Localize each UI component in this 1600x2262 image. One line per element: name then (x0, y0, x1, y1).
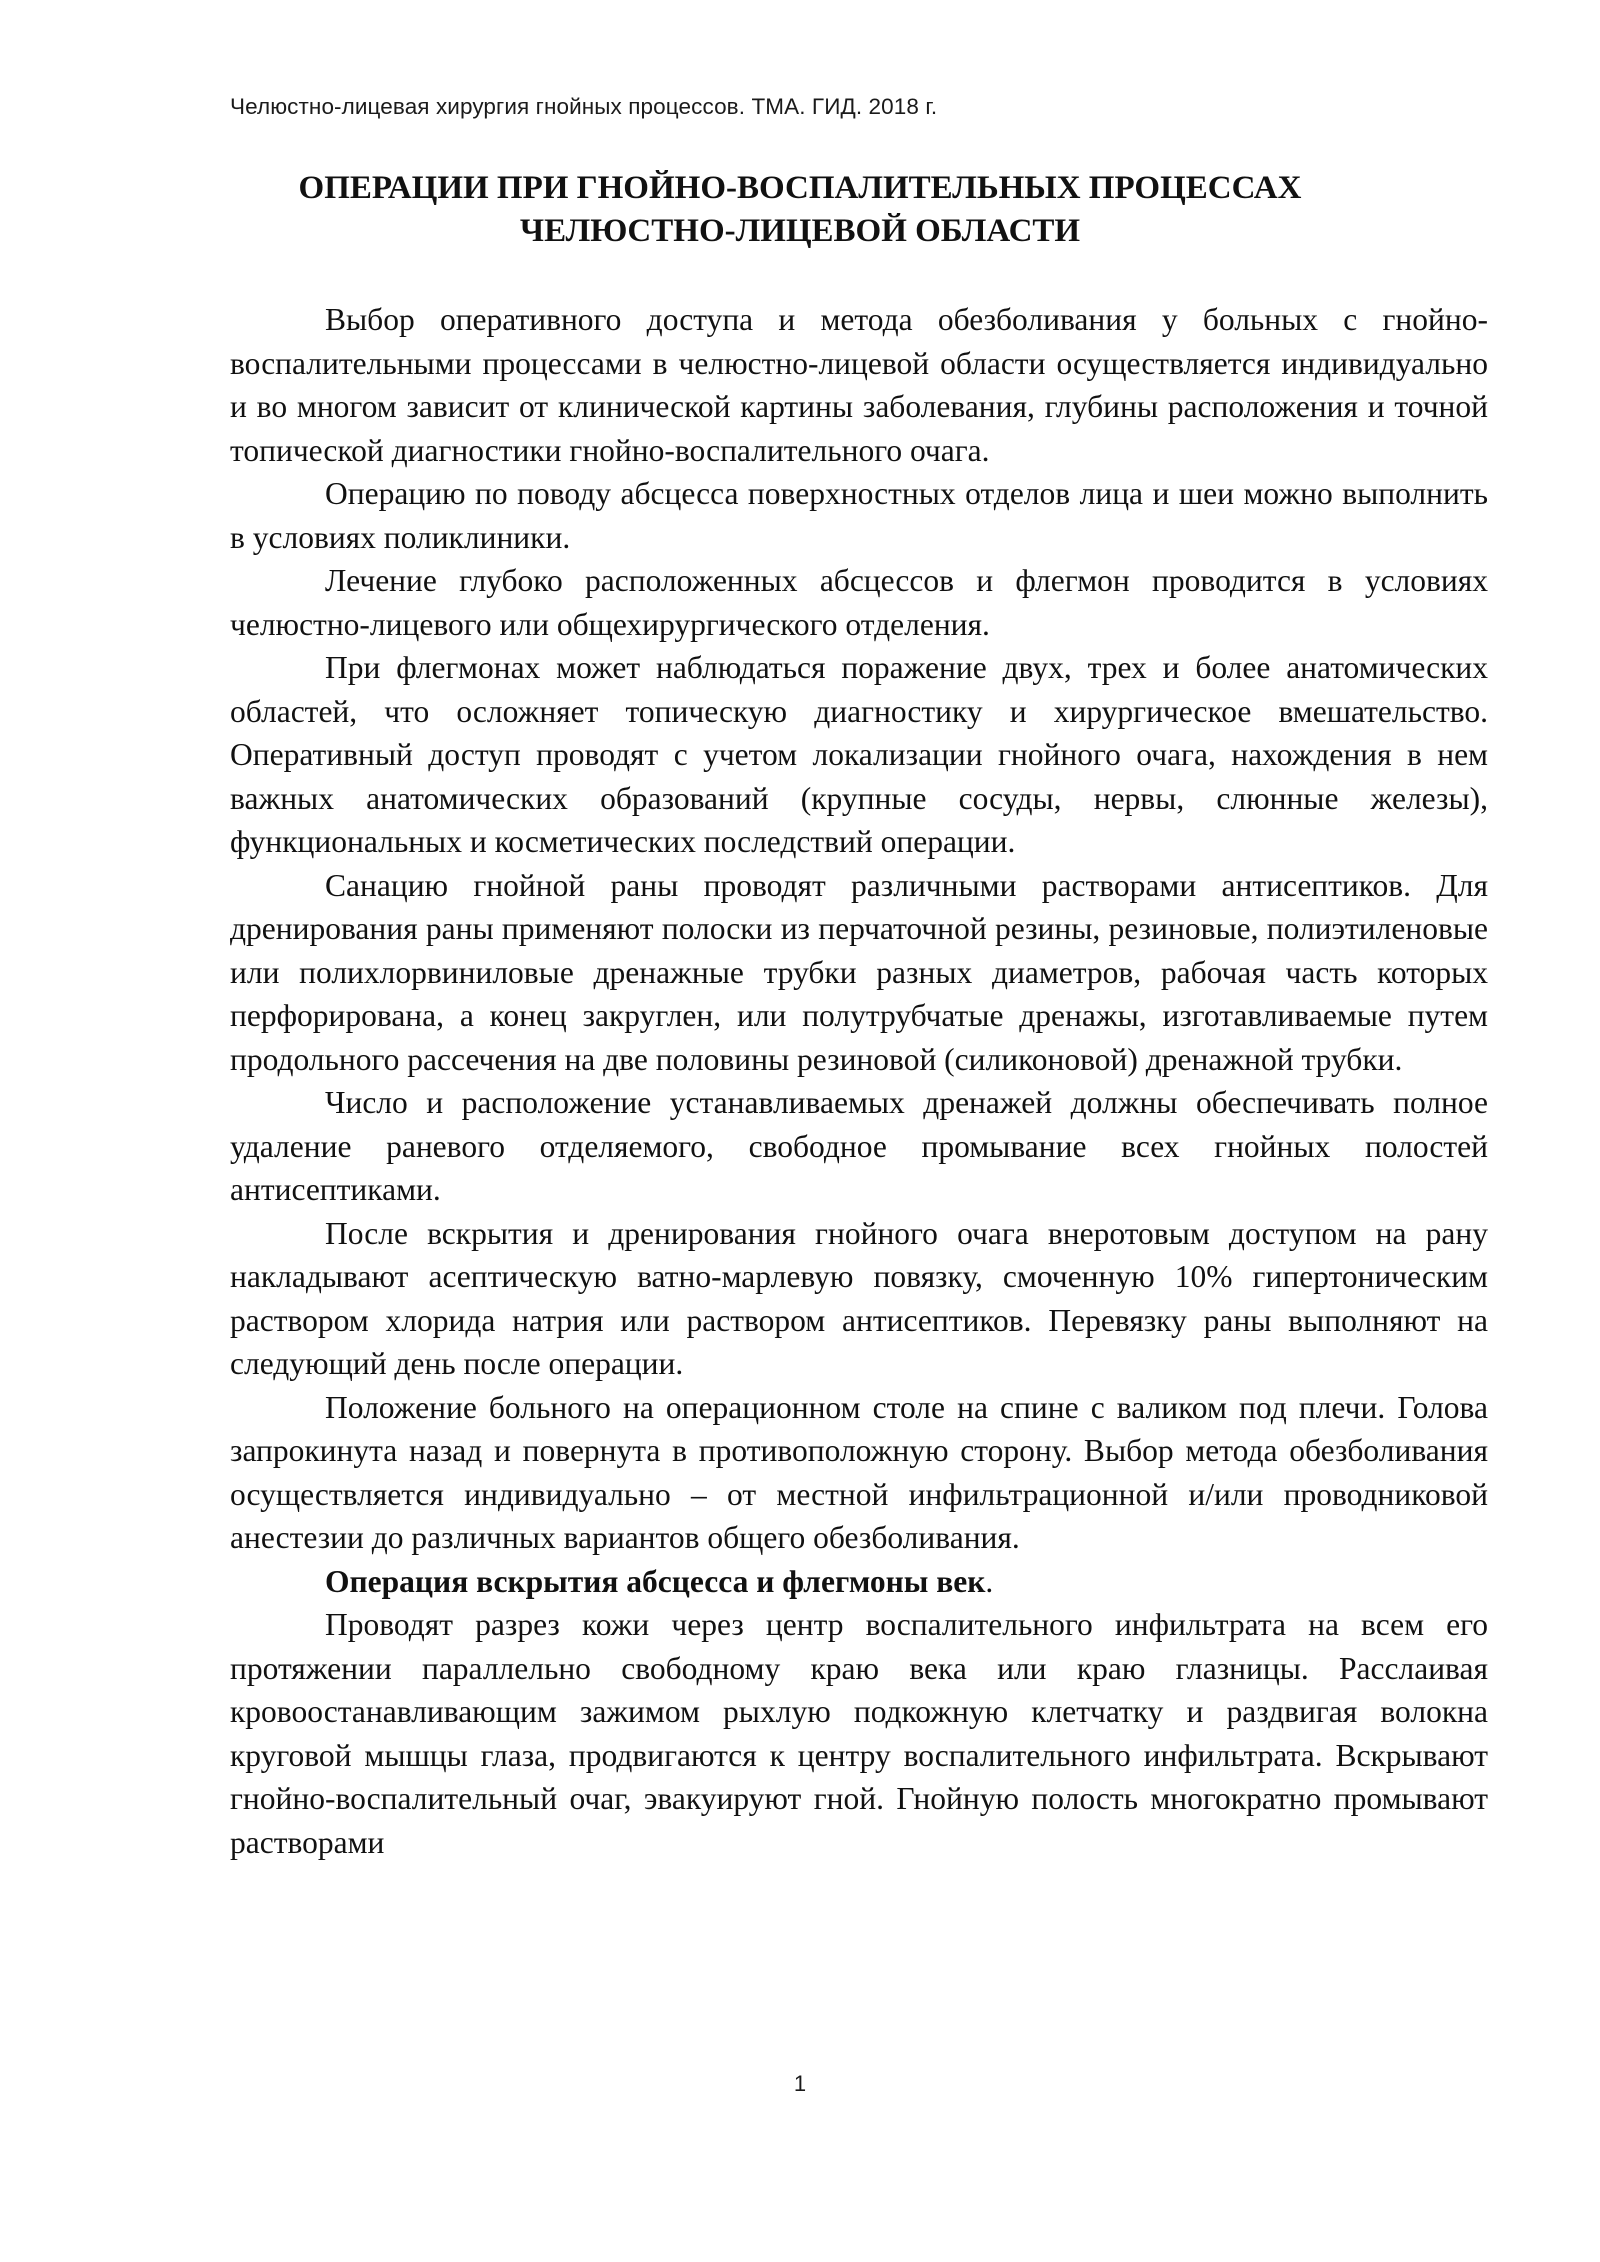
document-title (180, 167, 1420, 253)
title-line-1: ОПЕРАЦИИ ПРИ ГНОЙНО-ВОСПАЛИТЕЛЬНЫХ ПРОЦЕССАХ (298, 170, 1302, 206)
running-header: Челюстно-лицевая хирургия гнойных процессов. ТМА. ГИД. 2018 г. (230, 94, 938, 119)
page-number: 1 (793, 2071, 807, 2096)
title-line-2: ЧЕЛЮСТНО-ЛИЦЕВОЙ ОБЛАСТИ (519, 213, 1081, 249)
section-heading (230, 1560, 1488, 1604)
body-text (230, 298, 1488, 1864)
paragraph: Лечение глубоко расположенных абсцессов и флегмон проводится в условиях челюстно-лицевого или общехирургического отделения. (230, 563, 1488, 642)
section-heading-text: Операция вскрытия абсцесса и флегмоны век (325, 1563, 986, 1599)
paragraph: При флегмонах может наблюдаться поражение двух, трех и более анатомических областей, что осложняет топическую диагностику и хирургическое вмешательство. Оперативный доступ проводят с учетом локализации гнойного очага, нахождения в нем важных анатомических образований (крупные сосуды, нервы, слюнные железы), функциональных и косметических последствий операции. (230, 650, 1488, 859)
paragraph: Положение больного на операционном столе на спине с валиком под плечи. Голова запрокинута назад и повернута в противоположную сторону. Выбор метода обезболивания осуществляется индивидуально – от местной инфильтрационной и/или проводниковой анестезии до различных вариантов общего обезболивания. (230, 1389, 1488, 1555)
section-heading-period: . (985, 1563, 994, 1599)
paragraph: Выбор оперативного доступа и метода обезболивания у больных с гнойно-воспалительными процессами в челюстно-лицевой области осуществляется индивидуально и во многом зависит от клинической картины заболевания, глубины расположения и точной топической диагностики гнойно-воспалительного очага. (230, 302, 1488, 468)
paragraph: Операцию по поводу абсцесса поверхностных отделов лица и шеи можно выполнить в условиях поликлиники. (230, 476, 1488, 555)
section-paragraph: Проводят разрез кожи через центр воспалительного инфильтрата на всем его протяжении параллельно свободному краю века или краю глазницы. Расслаивая кровоостанавливающим зажимом рыхлую подкожную клетчатку и раздвигая волокна круговой мышцы глаза, продвигаются к центру воспалительного инфильтрата. Вскрывают гнойно-воспалительный очаг, эвакуируют гной. Гнойную полость многократно промывают растворами (230, 1607, 1488, 1860)
paragraph: После вскрытия и дренирования гнойного очага внеротовым доступом на рану накладывают асептическую ватно-марлевую повязку, смоченную 10% гипертоническим раствором хлорида натрия или раствором антисептиков. Перевязку раны выполняют на следующий день после операции. (230, 1215, 1488, 1381)
paragraph: Число и расположение устанавливаемых дренажей должны обеспечивать полное удаление раневого отделяемого, свободное промывание всех гнойных полостей антисептиками. (230, 1085, 1488, 1207)
paragraph: Санацию гнойной раны проводят различными растворами антисептиков. Для дренирования раны применяют полоски из перчаточной резины, резиновые, полиэтиленовые или полихлорвиниловые дренажные трубки разных диаметров, рабочая часть которых перфорирована, а конец закруглен, или полутрубчатые дренажы, изготавливаемые путем продольного рассечения на две половины резиновой (силиконовой) дренажной трубки. (230, 867, 1488, 1077)
